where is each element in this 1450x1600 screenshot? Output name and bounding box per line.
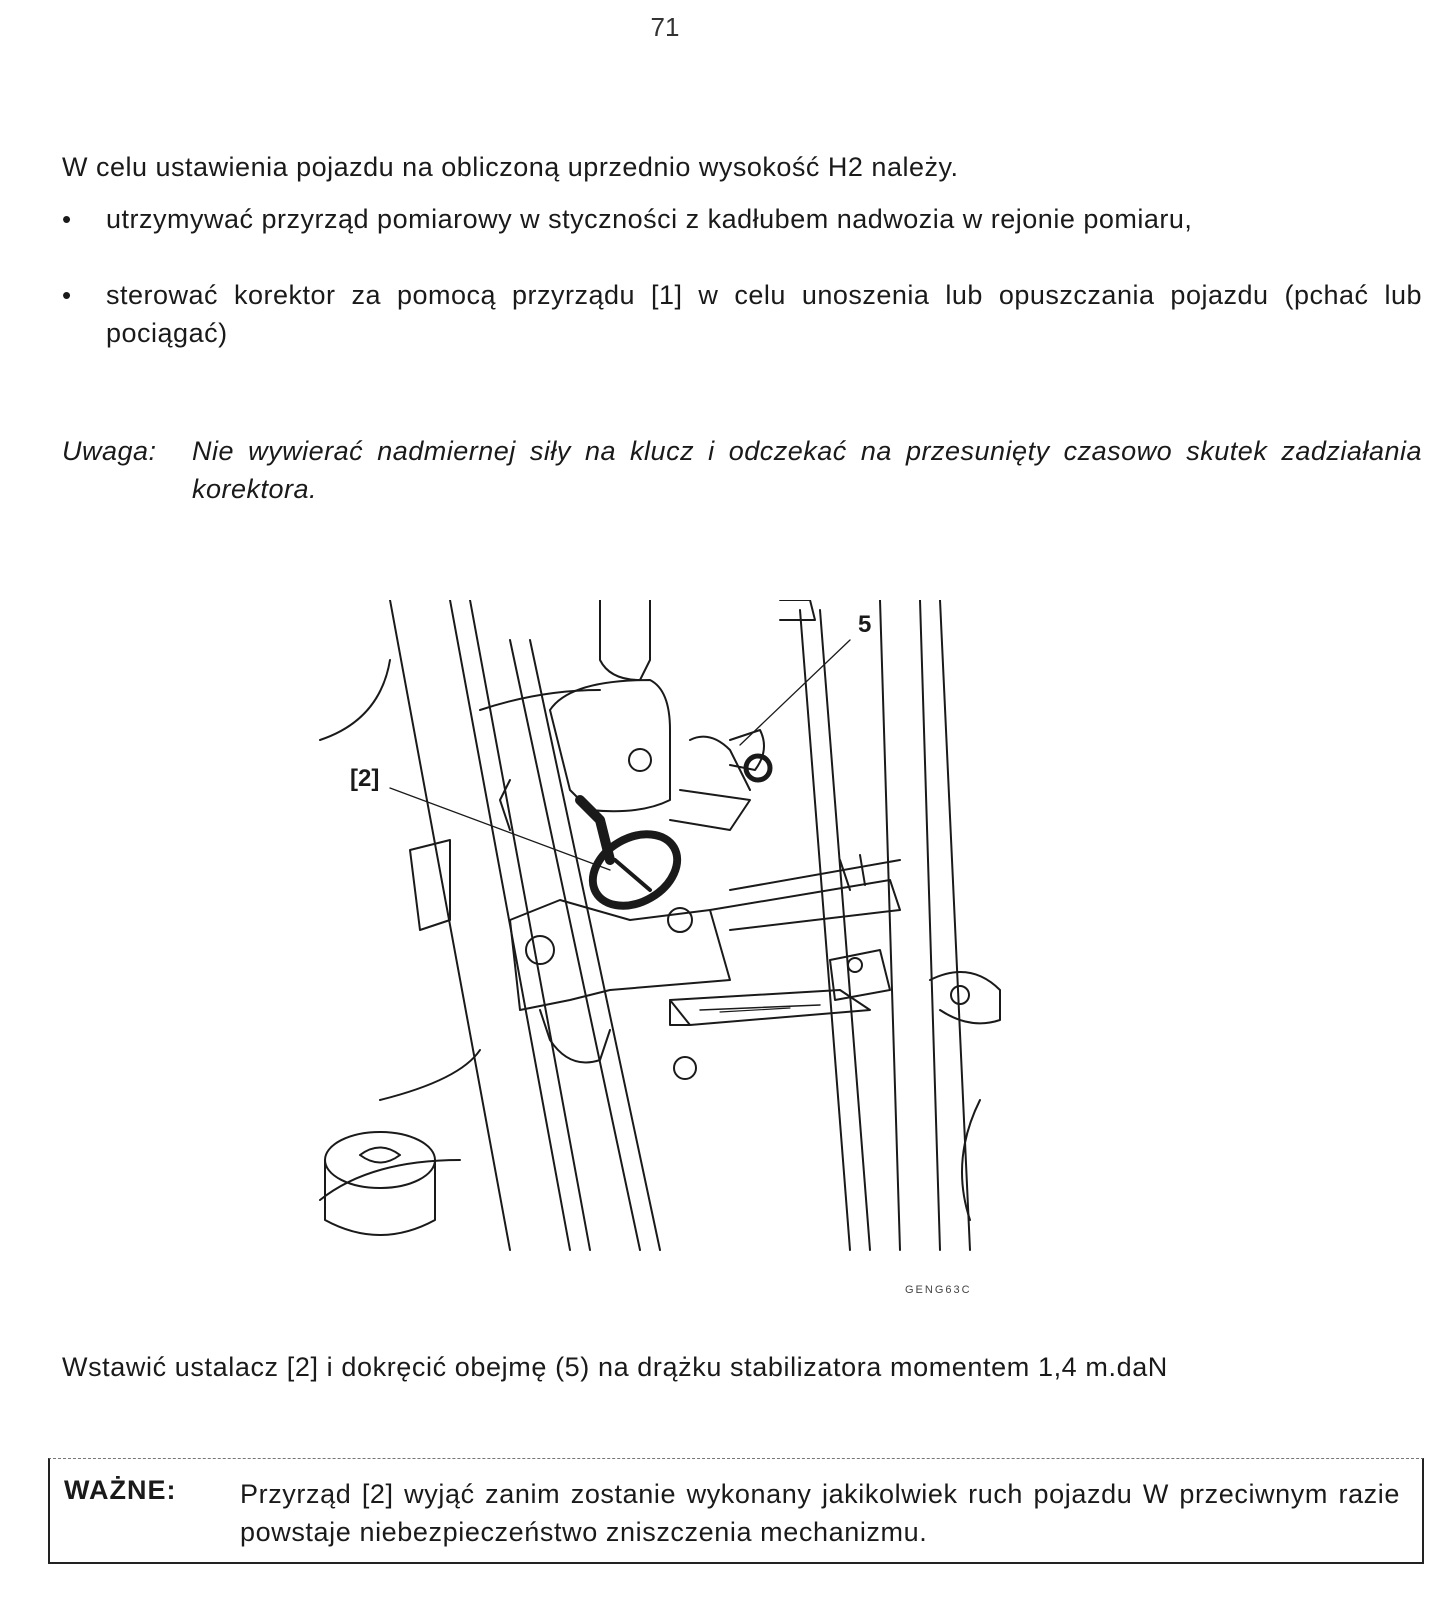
page-number: 71 bbox=[650, 12, 680, 42]
instruction-paragraph: Wstawić ustalacz [2] i dokręcić obejmę (5) na drążku stabilizatora momentem 1,4 m.daN bbox=[62, 1352, 1168, 1382]
callout-5-label: 5 bbox=[858, 611, 872, 638]
note-block bbox=[62, 432, 1422, 508]
bullet-item: • utrzymywać przyrząd pomiarowy w styczności z kadłubem nadwozia w rejonie pomiaru, bbox=[62, 200, 1422, 238]
bullet-item: • sterować korektor za pomocą przyrządu [1] w celu unoszenia lub opuszczania pojazdu (pchać lub pociągać) bbox=[62, 276, 1422, 352]
intro-paragraph: W celu ustawienia pojazdu na obliczoną uprzednio wysokość H2 należy. bbox=[62, 152, 959, 182]
note-label: Uwaga: bbox=[62, 436, 157, 466]
important-label: WAŻNE: bbox=[64, 1475, 177, 1505]
figure-code: GENG63C bbox=[905, 1284, 972, 1296]
technical-illustration bbox=[310, 600, 1010, 1290]
instruction-bullet-list bbox=[62, 200, 1422, 390]
callout-2-label: [2] bbox=[350, 765, 380, 792]
important-box bbox=[48, 1458, 1424, 1564]
important-text: Przyrząd [2] wyjąć zanim zostanie wykonany jakikolwiek ruch pojazdu W przeciwnym razie powstaje niebezpieczeństwo zniszczenia mechanizmu. bbox=[240, 1479, 1400, 1547]
note-text: Nie wywierać nadmiernej siły na klucz i odczekać na przesunięty czasowo skutek zadziałania korektora. bbox=[192, 436, 1422, 504]
corrector-mechanism-drawing bbox=[310, 600, 1010, 1290]
